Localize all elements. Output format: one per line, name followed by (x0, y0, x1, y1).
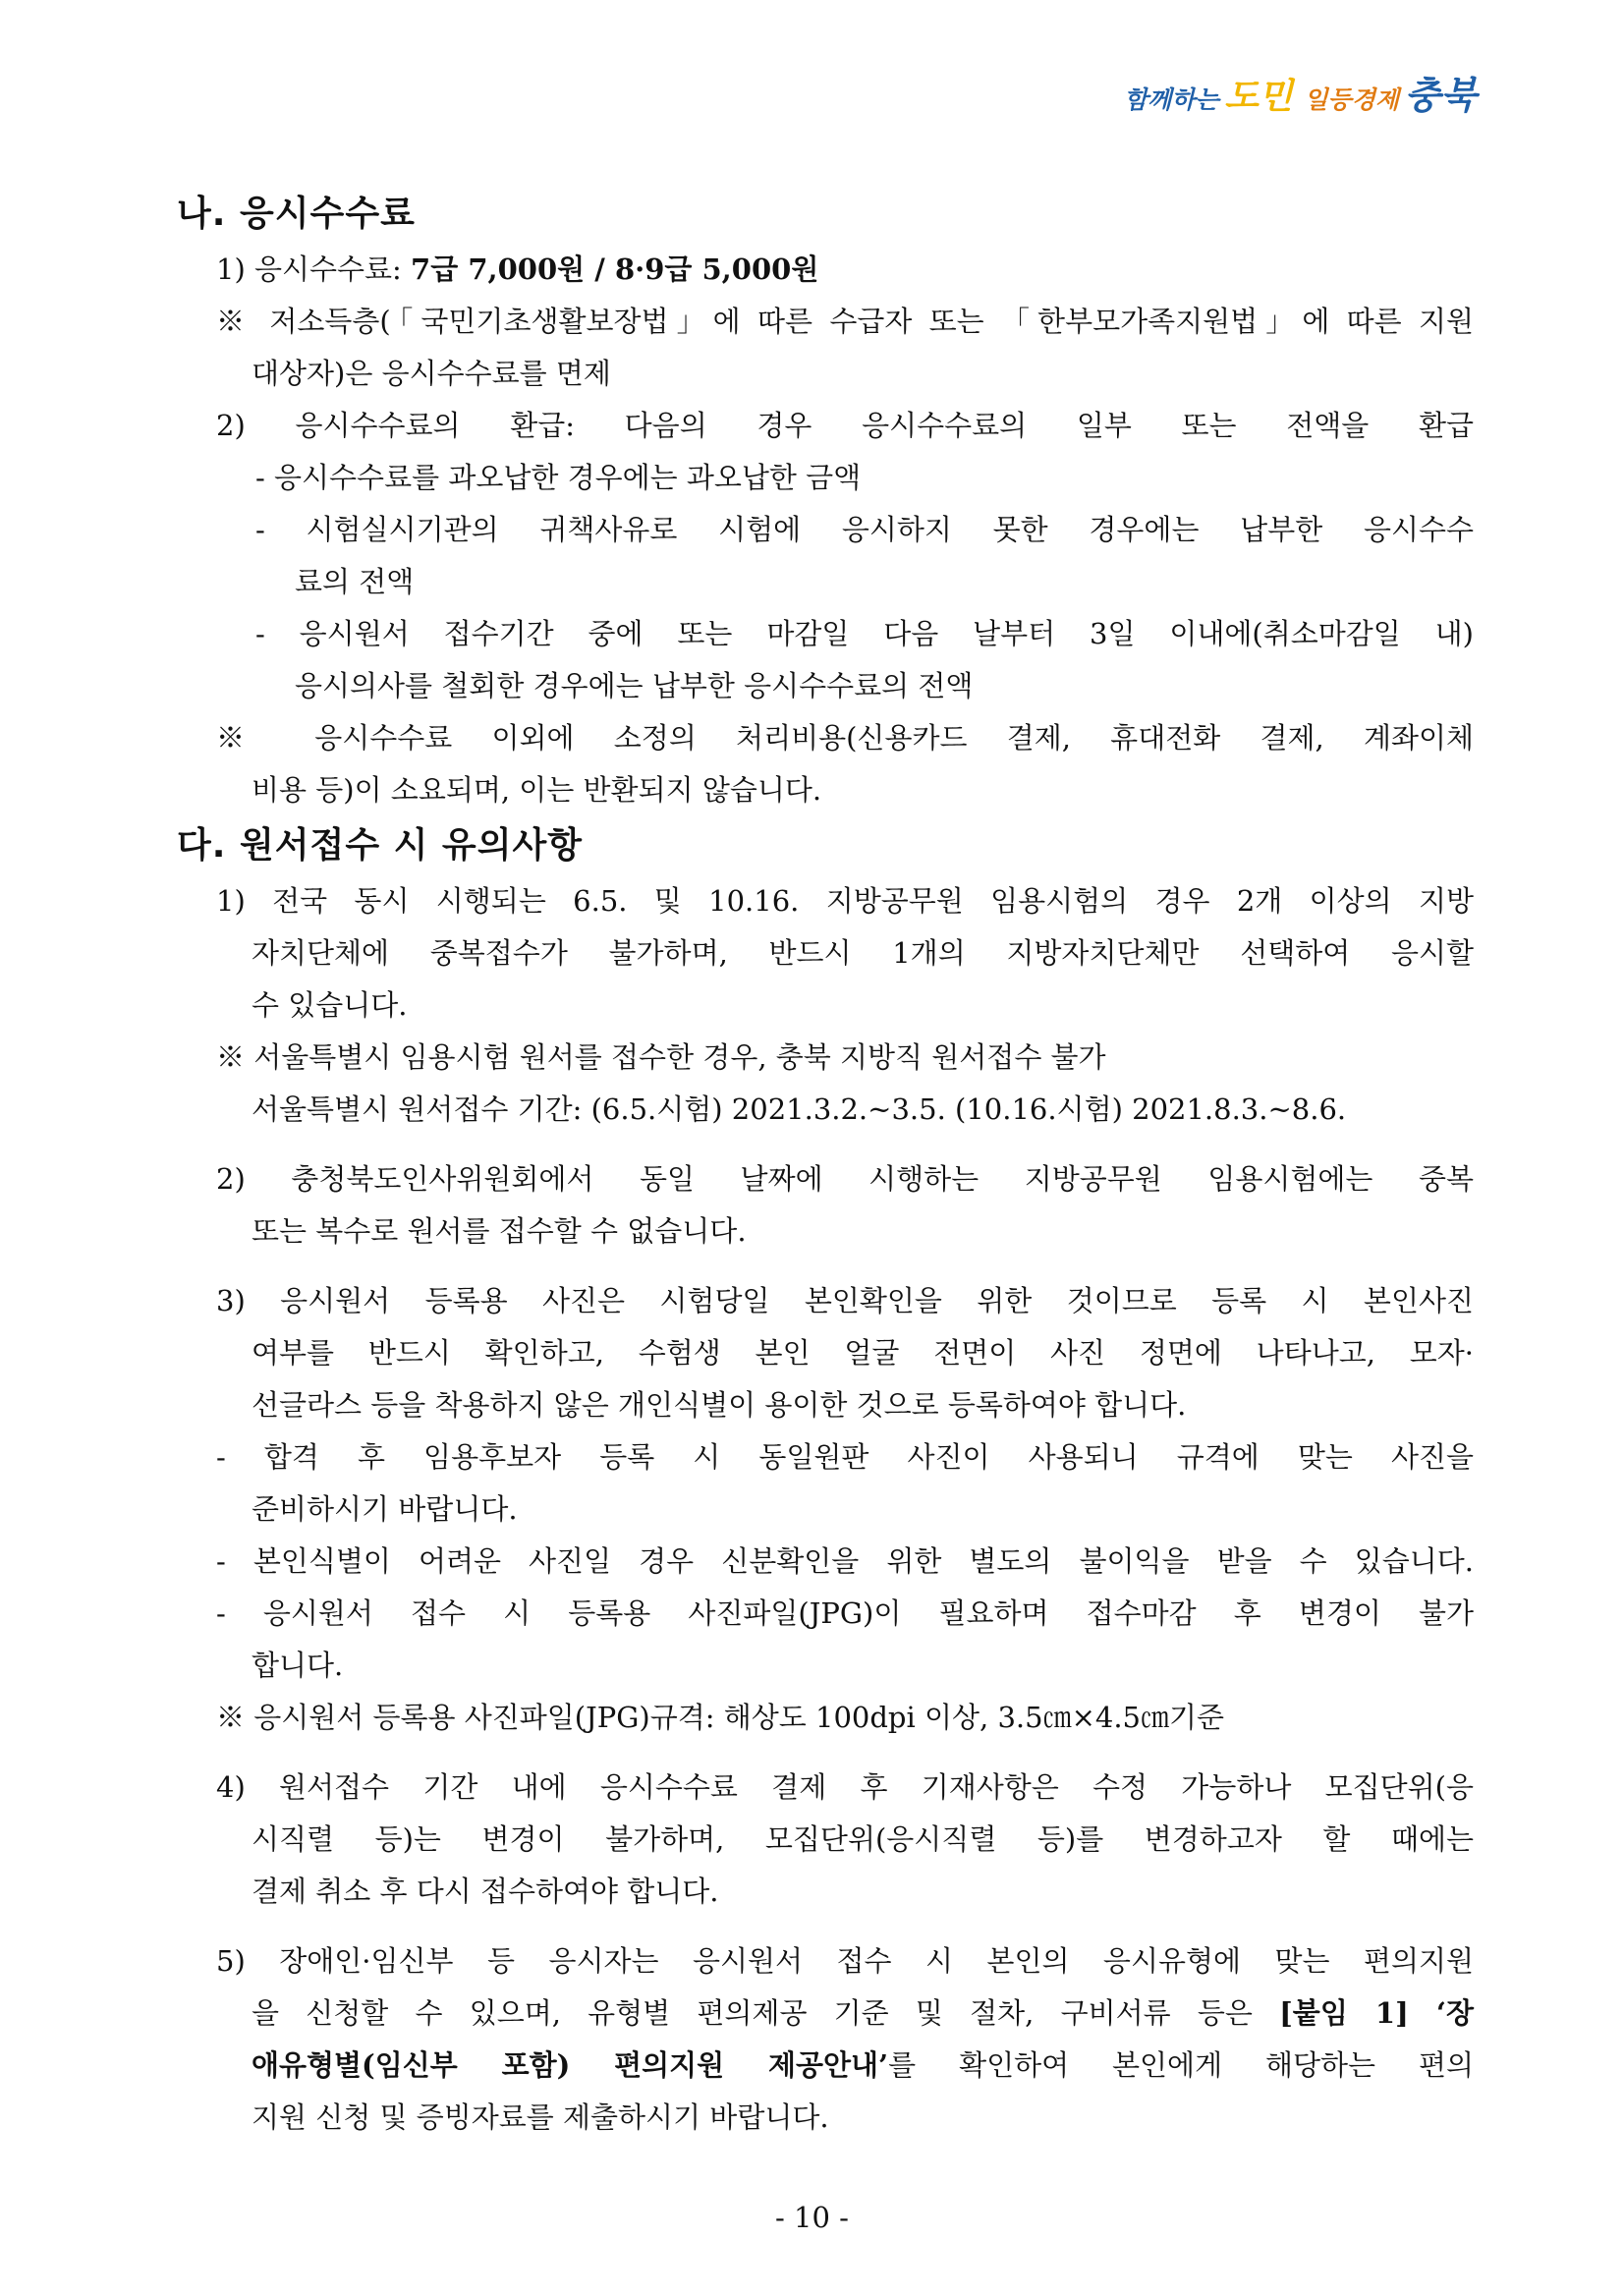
refund-bullet-2-line-1: - 시험실시기관의 귀책사유로 시험에 응시하지 못한 경우에는 납부한 응시수수 (255, 513, 1474, 546)
precaution-3-line-3: 선글라스 등을 착용하지 않은 개인식별이 용이한 것으로 등록하여야 합니다. (252, 1388, 1187, 1422)
logo-text-2: 도민 (1224, 77, 1293, 117)
fee-amounts: 7급 7,000원 / 8·9급 5,000원 (411, 252, 819, 286)
logo-text-4: 충북 (1404, 74, 1477, 117)
fee-note-2-line-1: ※ 응시수수료 이외에 소정의 처리비용(신용카드 결제, 휴대전화 결제, 계좌이체 (216, 721, 1474, 755)
photo-dash-1-line-2: 준비하시기 바랍니다. (252, 1492, 518, 1526)
precaution-4-line-1: 4) 원서접수 기간 내에 응시수수료 결제 후 기재사항은 수정 가능하나 모집단위(응 (216, 1770, 1474, 1804)
precaution-5-line-2-text: 을 신청할 수 있으며, 유형별 편의제공 기준 및 절차, 구비서류 등은 (252, 1996, 1280, 2030)
photo-dash-3-line-2: 합니다. (252, 1649, 344, 1682)
refund-bullet-3-line-1: - 응시원서 접수기간 중에 또는 마감일 다음 날부터 3일 이내에(취소마감일 내) (255, 617, 1474, 650)
refund-bullet-1: - 응시수수료를 과오납한 경우에는 과오납한 금액 (255, 461, 862, 494)
photo-dash-2: - 본인식별이 어려운 사진일 경우 신분확인을 위한 별도의 불이익을 받을 수 있습니다. (216, 1544, 1474, 1578)
precaution-2-line-2: 또는 복수로 원서를 접수할 수 없습니다. (252, 1214, 747, 1248)
precaution-5-line-4: 지원 신청 및 증빙자료를 제출하시기 바랍니다. (252, 2100, 829, 2134)
precaution-1-line-2: 자치단체에 중복접수가 불가하며, 반드시 1개의 지방자치단체만 선택하여 응시할 (252, 936, 1474, 970)
photo-spec-note: ※ 응시원서 등록용 사진파일(JPG)규격: 해상도 100dpi 이상, 3.5㎝×4.5㎝기준 (216, 1701, 1225, 1734)
precaution-3-line-1: 3) 응시원서 등록용 사진은 시험당일 본인확인을 위한 것이므로 등록 시 본인사진 (216, 1284, 1474, 1317)
slogan-logo (1124, 65, 1477, 119)
precaution-5-line-1: 5) 장애인·임신부 등 응시자는 응시원서 접수 시 본인의 응시유형에 맞는 편의지원 (216, 1944, 1474, 1978)
precaution-5-line-2 (252, 1987, 1474, 2040)
attachment-title: 애유형별(임신부 포함) 편의지원 제공안내’ (252, 2048, 889, 2082)
page-number: - 10 - (775, 2201, 849, 2234)
precaution-4-line-3: 결제 취소 후 다시 접수하여야 합니다. (252, 1875, 719, 1908)
precaution-5-line-3-text: 를 확인하여 본인에게 해당하는 편의 (888, 2048, 1474, 2082)
attachment-ref: [붙임 1] ‘장 (1279, 1996, 1475, 2030)
seoul-note-line-1: ※ 서울특별시 임용시험 원서를 접수한 경우, 충북 지방직 원서접수 불가 (216, 1040, 1106, 1074)
fee-note-1-line-2: 대상자)은 응시수수료를 면제 (252, 357, 611, 390)
fee-item-1 (216, 244, 1474, 296)
precaution-1-line-1: 1) 전국 동시 시행되는 6.5. 및 10.16. 지방공무원 임용시험의 경우 2개 이상의 지방 (216, 884, 1474, 918)
logo-text-3: 일등경제 (1304, 85, 1399, 114)
document-body (177, 185, 1474, 2144)
fee-item-1-prefix: 1) 응시수수료: (216, 252, 412, 286)
precaution-2-line-1: 2) 충청북도인사위원회에서 동일 날짜에 시행하는 지방공무원 임용시험에는 중복 (216, 1162, 1474, 1196)
fee-note-1-line-1: ※ 저소득층(「국민기초생활보장법」에 따른 수급자 또는 「한부모가족지원법」에 따른 지원 (216, 305, 1474, 338)
section-heading-fee: 나. 응시수수료 (177, 194, 416, 234)
photo-dash-1-line-1: - 합격 후 임용후보자 등록 시 동일원판 사진이 사용되니 규격에 맞는 사진을 (216, 1440, 1474, 1474)
fee-note-2-line-2: 비용 등)이 소요되며, 이는 반환되지 않습니다. (252, 773, 822, 807)
precaution-3-line-2: 여부를 반드시 확인하고, 수험생 본인 얼굴 전면이 사진 정면에 나타나고, 모자· (252, 1336, 1474, 1370)
fee-item-2: 2) 응시수수료의 환급: 다음의 경우 응시수수료의 일부 또는 전액을 환급 (216, 409, 1474, 442)
refund-bullet-3-line-2: 응시의사를 철회한 경우에는 납부한 응시수수료의 전액 (295, 669, 974, 702)
logo-text-1: 함께하는 (1124, 85, 1219, 114)
section-heading-precautions: 다. 원서접수 시 유의사항 (177, 825, 584, 866)
precaution-1-line-3: 수 있습니다. (252, 988, 408, 1022)
photo-dash-3-line-1: - 응시원서 접수 시 등록용 사진파일(JPG)이 필요하며 접수마감 후 변경이 불가 (216, 1596, 1474, 1630)
precaution-4-line-2: 시직렬 등)는 변경이 불가하며, 모집단위(응시직렬 등)를 변경하고자 할 때에는 (252, 1822, 1474, 1856)
seoul-note-line-2: 서울특별시 원서접수 기간: (6.5.시험) 2021.3.2.~3.5. (10.16.시험) 2021.8.3.~8.6. (252, 1092, 1347, 1126)
precaution-5-line-3 (252, 2040, 1474, 2092)
refund-bullet-2-line-2: 료의 전액 (295, 565, 415, 598)
